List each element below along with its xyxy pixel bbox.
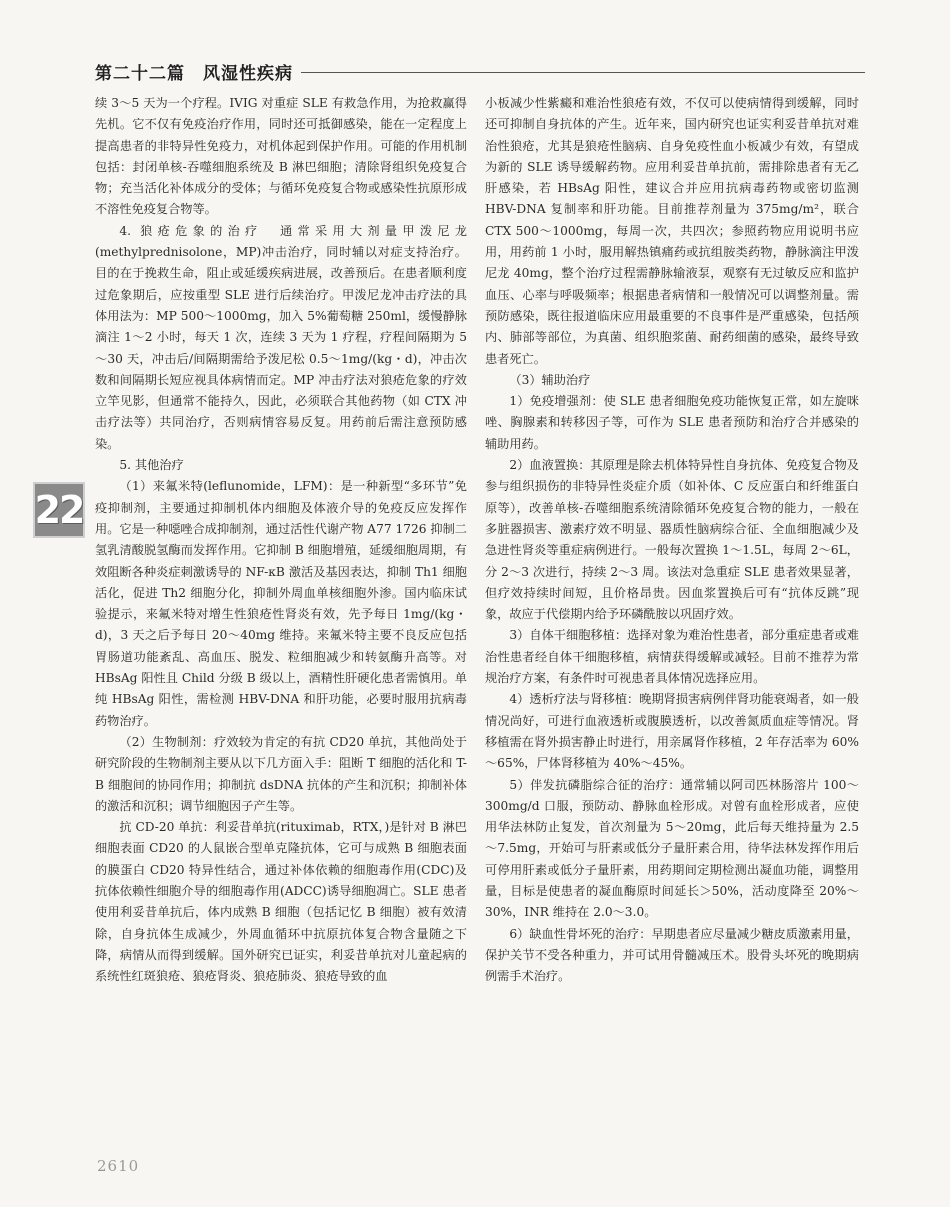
paragraph: 4）透析疗法与肾移植：晚期肾损害病例伴肾功能衰竭者，如一般情况尚好，可进行血液透析或腹膜透析，以改善氮质血症等情况。肾移植需在肾外损害静止时进行，用亲属肾作移植，2 年存活率为 60%～65%，尸体肾移植为 40%～45%。: [485, 692, 859, 771]
left-column: [95, 93, 467, 987]
paragraph: （2）生物制剂：疗效较为肯定的有抗 CD20 单抗，其他尚处于研究阶段的生物制剂主要从以下几方面入手：阻断 T 细胞的活化和 T-B 细胞间的协同作用；抑制抗 dsDNA 抗体的产生和沉积；抑制补体的激活和沉积；调节细胞因子产生等。: [95, 734, 467, 813]
page-header: [95, 56, 865, 86]
subheading: 5. 其他治疗: [119, 458, 184, 473]
chapter-tab: [33, 482, 85, 538]
header-rule: [301, 72, 865, 73]
paragraph: 2）血液置换：其原理是除去机体特异性自身抗体、免疫复合物及参与组织损伤的非特异性炎症介质（如补体、C 反应蛋白和纤维蛋白原等），改善单核-吞噬细胞系统清除循环免疫复合物的能力，一般在多脏器损害、激素疗效不明显、器质性脑病综合征、全血细胞减少及急进性肾炎等重症病例进行。一般每次置换 1～1.5L，每周 2～6L，分 2～3 次进行，持续 2～3 周。该法对急重症 SLE 患者效果显著，但疗效持续时间短，且价格昂贵。因血浆置换后可有“抗体反跳”现象，故应于代偿期内给予环磷酰胺以巩固疗效。: [485, 458, 859, 622]
paragraph: 1）免疫增强剂：使 SLE 患者细胞免疫功能恢复正常，如左旋咪唑、胸腺素和转移因子等，可作为 SLE 患者预防和治疗合并感染的辅助用药。: [485, 394, 859, 451]
paragraph: 抗 CD-20 单抗：利妥昔单抗(rituximab，RTX，)是针对 B 淋巴细胞表面 CD20 的人鼠嵌合型单克隆抗体，它可与成熟 B 细胞表面的膜蛋白 CD20 特异性结合，通过补体依赖的细胞毒作用(CDC)及抗体依赖性细胞介导的细胞毒作用(ADCC)诱导细胞凋亡。SLE 患者使用利妥昔单抗后，体内成熟 B 细胞（包括记忆 B 细胞）被有效清除，自身抗体生成减少，外周血循环中抗原抗体复合物含量随之下降，病情从而得到缓解。国外研究已证实，利妥昔单抗对儿童起病的系统性红斑狼疮、狼疮肾炎、狼疮肺炎、狼疮导致的血: [95, 820, 467, 984]
paragraph: （1）来氟米特(leflunomide，LFM)：是一种新型“多环节”免疫抑制剂，主要通过抑制机体内细胞及体液介导的免疫反应发挥作用。它是一种噁唑合成抑制剂，通过活性代谢产物 A77 1726 抑制二氢乳清酸脱氢酶而发挥作用。它抑制 B 细胞增殖，延缓细胞周期，有效阻断各种炎症刺激诱导的 NF-κB 激活及基因表达，抑制 Th1 细胞活化，促进 Th2 细胞分化，抑制外周血单核细胞外渗。国内临床试验提示，来氟米特对增生性狼疮性肾炎有效，先予每日 1mg/(kg・d)，3 天之后予每日 20～40mg 维持。来氟米特主要不良反应包括胃肠道功能紊乱、高血压、脱发、粒细胞减少和转氨酶升高等。对 HBsAg 阳性且 Child 分级 B 级以上，酒精性肝硬化患者需慎用。单纯 HBsAg 阳性，需检测 HBV-DNA 和肝功能，必要时服用抗病毒药物治疗。: [95, 479, 467, 728]
paragraph: 4. 狼疮危象的治疗 通常采用大剂量甲泼尼龙(methylprednisolone，MP)冲击治疗，同时辅以对症支持治疗。目的在于挽救生命，阻止或延缓疾病进展，改善预后。在患者顺利度过危象期后，应按重型 SLE 进行后续治疗。甲泼尼龙冲击疗法的具体用法为：MP 500～1000mg，加入 5%葡萄糖 250ml，缓慢静脉滴注 1～2 小时，每天 1 次，连续 3 天为 1 疗程，疗程间隔期为 5～30 天，冲击后/间隔期需给予泼尼松 0.5～1mg/(kg・d)，冲击次数和间隔期长短应视具体病情而定。MP 冲击疗法对狼疮危象的疗效立竿见影，但通常不能持久，因此，必须联合其他药物（如 CTX 冲击疗法等）共同治疗，否则病情容易反复。用药前后需注意预防感染。: [95, 223, 467, 451]
paragraph: 5）伴发抗磷脂综合征的治疗：通常辅以阿司匹林肠溶片 100～300mg/d 口服，预防动、静脉血栓形成。对曾有血栓形成者，应使用华法林防止复发，首次剂量为 5～20mg，此后每天维持量为 2.5～7.5mg，开始可与肝素或低分子量肝素合用，待华法林发挥作用后可停用肝素或低分子量肝素，用药期间定期检测出凝血功能，调整用量，目标是使患者的凝血酶原时间延长＞50%，活动度降至 20%～30%，INR 维持在 2.0～3.0。: [485, 777, 859, 920]
paragraph: 续 3～5 天为一个疗程。IVIG 对重症 SLE 有救急作用，为抢救赢得先机。它不仅有免疫治疗作用，同时还可抵御感染，能在一定程度上提高患者的非特异性免疫力，对机体起到保护作用。可能的作用机制包括：封闭单核-吞噬细胞系统及 B 淋巴细胞；清除肾组织免疫复合物；充当活化补体成分的受体；与循环免疫复合物或感染性抗原形成不溶性免疫复合物等。: [95, 96, 467, 217]
paragraph: 3）自体干细胞移植：选择对象为难治性患者，部分重症患者或难治性患者经自体干细胞移植，病情获得缓解或减轻。目前不推荐为常规治疗方案，有条件时可视患者具体情况选择应用。: [485, 628, 859, 686]
subheading: （3）辅助治疗: [509, 372, 591, 387]
section-title: 第二十二篇 风湿性疾病: [95, 63, 293, 84]
right-column: [485, 93, 859, 987]
page-number: 2610: [97, 1157, 140, 1175]
paragraph: 6）缺血性骨坏死的治疗：早期患者应尽量减少糖皮质激素用量，保护关节不受各种重力，并可试用骨髓减压术。股骨头坏死的晚期病例需手术治疗。: [485, 926, 859, 984]
chapter-number: 22: [34, 488, 84, 532]
paragraph: 小板减少性紫癜和难治性狼疮有效，不仅可以使病情得到缓解，同时还可抑制自身抗体的产生。近年来，国内研究也证实利妥昔单抗对难治性狼疮，尤其是狼疮性脑病、自身免疫性血小板减少有效，有望成为新的 SLE 诱导缓解药物。应用利妥昔单抗前，需排除患者有无乙肝感染，若 HBsAg 阳性，建议合并应用抗病毒药物或密切监测 HBV-DNA 复制率和肝功能。目前推荐剂量为 375mg/m²，联合 CTX 500～1000mg，每周一次，共四次；参照药物应用说明书应用，用药前 1 小时，服用解热镇痛药或抗组胺类药物，静脉滴注甲泼尼龙 40mg，整个治疗过程需静脉输液泵，观察有无过敏反应和监护血压、心率与呼吸频率；根据患者病情和一般情况可以调整剂量。需预防感染，既往报道临床应用最重要的不良事件是严重感染，包括颅内、肺部等部位，为真菌、组织胞浆菌、耐药细菌的感染，最终导致患者死亡。: [485, 96, 859, 366]
